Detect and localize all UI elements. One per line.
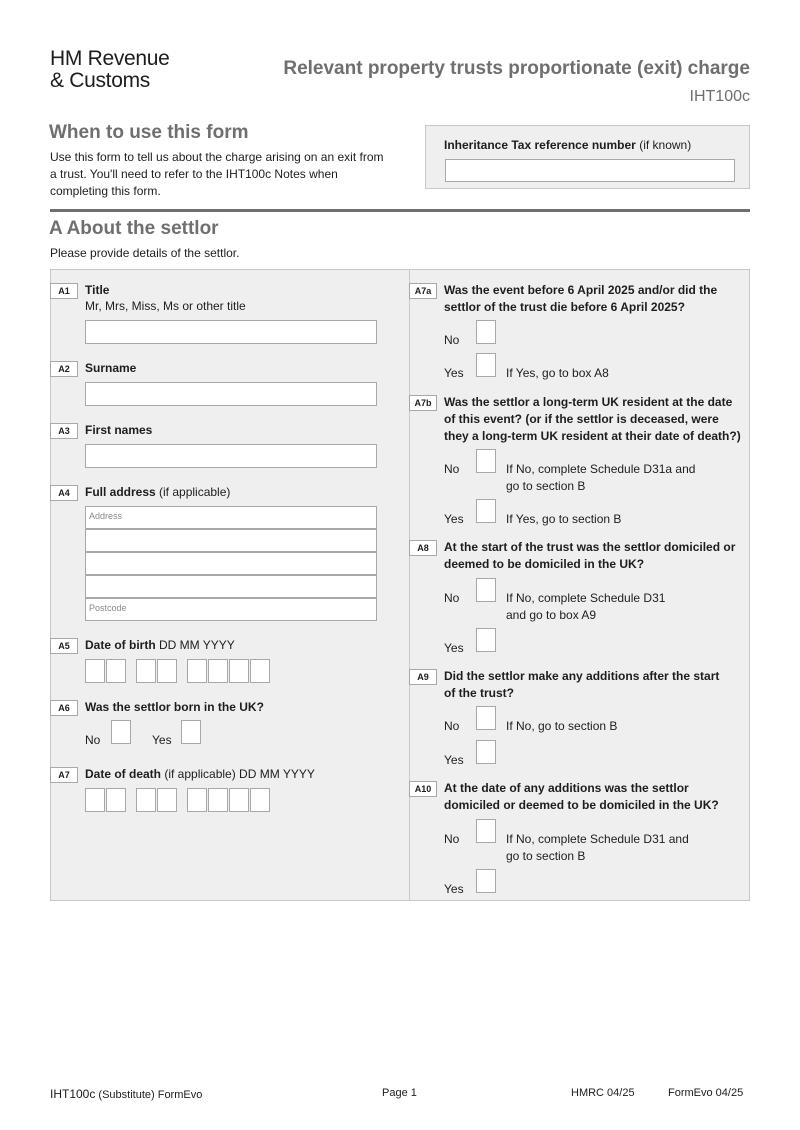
a10-yes-label: Yes [444,882,464,896]
badge-a9: A9 [409,669,437,685]
a4-label: Full address (if applicable) [85,485,231,499]
footer-page: Page 1 [382,1087,417,1099]
dod-year-2[interactable] [208,788,228,812]
first-names-input[interactable] [85,444,377,468]
a7b-no-label: No [444,462,460,476]
dob-year-4[interactable] [250,659,270,683]
a1-hint: Mr, Mrs, Miss, Ms or other title [85,299,246,313]
address-line-2[interactable] [85,529,377,552]
a7a-yes-checkbox[interactable] [476,353,496,377]
a10-yes-checkbox[interactable] [476,869,496,893]
address-line-4[interactable] [85,575,377,598]
badge-a7a: A7a [409,283,437,299]
address-line-1[interactable] [85,506,377,529]
a10-no-note: If No, complete Schedule D31 and go to section B [506,832,689,863]
a3-label: First names [85,423,153,437]
logo-line-1: HM Revenue [50,47,170,70]
surname-input[interactable] [85,382,377,406]
when-to-use-heading: When to use this form [49,122,249,143]
hmrc-logo [50,48,170,92]
a10-no-label: No [444,832,460,846]
postcode-placeholder: Postcode [89,603,127,613]
a7a-yes-label: Yes [444,366,464,380]
a7b-yes-label: Yes [444,512,464,526]
dob-year-3[interactable] [229,659,249,683]
a8-yes-checkbox[interactable] [476,628,496,652]
dod-month-1[interactable] [136,788,156,812]
a6-no-label: No [85,733,101,747]
dob-day-2[interactable] [106,659,126,683]
reference-label: Inheritance Tax reference number (if known) [444,138,692,152]
badge-a1: A1 [50,283,78,299]
a7-label: Date of death (if applicable) DD MM YYYY [85,767,315,781]
column-divider [409,269,410,901]
badge-a2: A2 [50,361,78,377]
form-title: Relevant property trusts proportionate (exit) charge [283,58,750,79]
badge-a4: A4 [50,485,78,501]
postcode-input[interactable] [85,598,377,621]
a9-yes-checkbox[interactable] [476,740,496,764]
title-input[interactable] [85,320,377,344]
badge-a8: A8 [409,540,437,556]
reference-input[interactable] [445,159,735,182]
footer-form-id: IHT100c (Substitute) FormEvo [50,1087,203,1101]
a2-label: Surname [85,361,137,375]
a8-no-note: If No, complete Schedule D31 and go to box A9 [506,591,666,622]
a10-question: At the date of any additions was the settlor domiciled or deemed to be domiciled in the UK? [444,781,719,812]
dod-month-2[interactable] [157,788,177,812]
a5-label: Date of birth DD MM YYYY [85,638,235,652]
a7b-yes-checkbox[interactable] [476,499,496,523]
a8-no-checkbox[interactable] [476,578,496,602]
a7a-no-label: No [444,333,460,347]
badge-a5: A5 [50,638,78,654]
a9-no-checkbox[interactable] [476,706,496,730]
a9-yes-label: Yes [444,753,464,767]
a9-no-note: If No, go to section B [506,719,618,733]
a10-no-checkbox[interactable] [476,819,496,843]
a9-question: Did the settlor make any additions after the start of the trust? [444,669,720,700]
a6-label: Was the settlor born in the UK? [85,700,264,714]
badge-a3: A3 [50,423,78,439]
a7b-no-note: If No, complete Schedule D31a and go to section B [506,462,696,493]
dob-year-1[interactable] [187,659,207,683]
reference-box [425,125,750,189]
a1-label: Title [85,283,110,297]
a7b-question: Was the settlor a long-term UK resident at the date of this event? (or if the settlor is deceased, were they a long-term UK resident at their date of death?) [444,395,741,443]
section-a-intro: Please provide details of the settlor. [50,246,240,260]
footer-formevo-version: FormEvo 04/25 [668,1087,744,1099]
a7a-question: Was the event before 6 April 2025 and/or did the settlor of the trust die before 6 April 2025? [444,283,718,314]
a6-yes-label: Yes [152,733,172,747]
address-line-3[interactable] [85,552,377,575]
a7a-no-checkbox[interactable] [476,320,496,344]
badge-a10: A10 [409,781,437,797]
dod-year-1[interactable] [187,788,207,812]
address-placeholder: Address [89,511,123,521]
footer-hmrc-version: HMRC 04/25 [571,1087,635,1099]
a8-question: At the start of the trust was the settlor domiciled or deemed to be domiciled in the UK? [444,540,736,571]
section-a-heading: A About the settlor [49,218,219,239]
a7a-yes-note: If Yes, go to box A8 [506,366,609,380]
dod-day-1[interactable] [85,788,105,812]
dod-year-3[interactable] [229,788,249,812]
dob-day-1[interactable] [85,659,105,683]
badge-a7: A7 [50,767,78,783]
dob-month-2[interactable] [157,659,177,683]
a7b-yes-note: If Yes, go to section B [506,512,622,526]
section-divider [50,209,750,212]
a8-yes-label: Yes [444,641,464,655]
a6-no-checkbox[interactable] [111,720,131,744]
a7b-no-checkbox[interactable] [476,449,496,473]
a6-yes-checkbox[interactable] [181,720,201,744]
dod-year-4[interactable] [250,788,270,812]
dob-month-1[interactable] [136,659,156,683]
a8-no-label: No [444,591,460,605]
logo-line-2: & Customs [50,69,150,92]
when-to-use-text: Use this form to tell us about the charge arising on an exit from a trust. You'll need to refer to the IHT100c Notes when completing this form. [50,150,384,198]
badge-a7b: A7b [409,395,437,411]
form-code: IHT100c [689,88,750,105]
dob-year-2[interactable] [208,659,228,683]
a9-no-label: No [444,719,460,733]
dod-day-2[interactable] [106,788,126,812]
badge-a6: A6 [50,700,78,716]
